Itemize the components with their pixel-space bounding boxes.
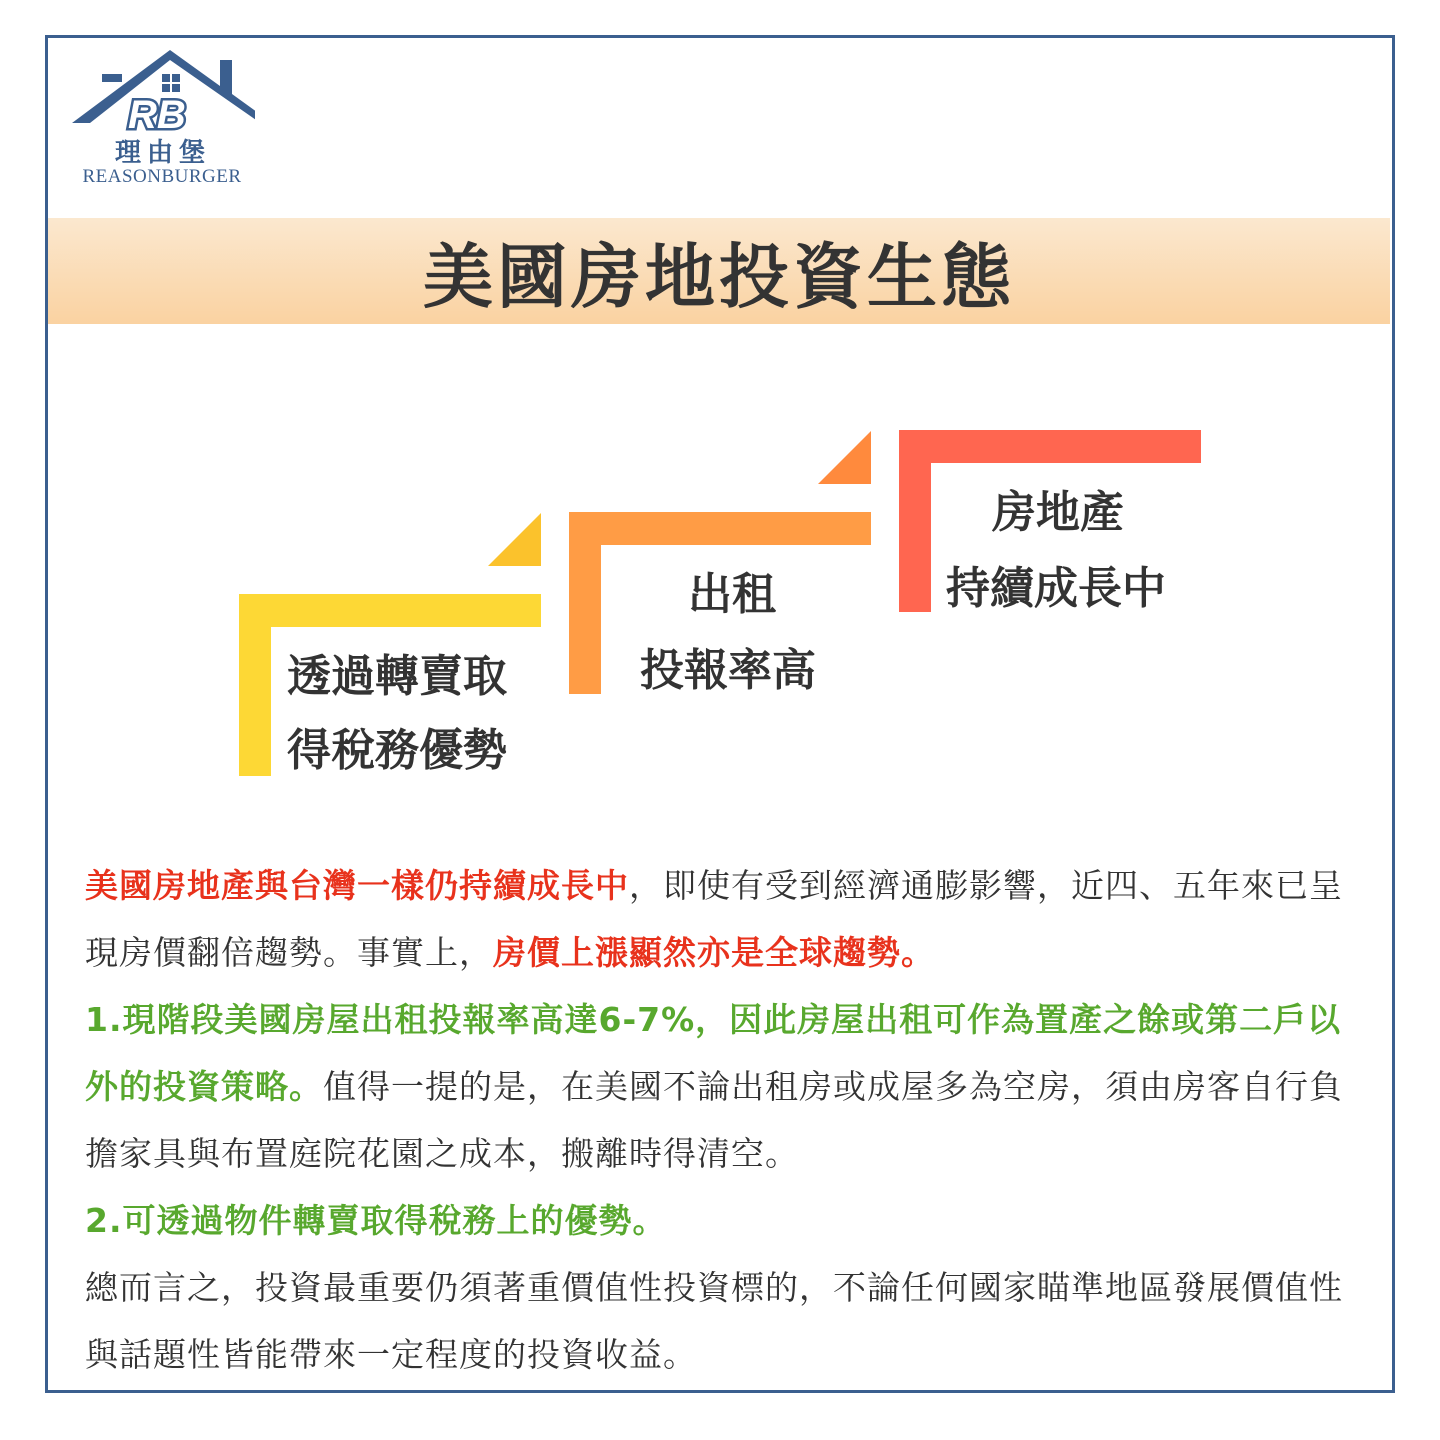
point-1-rental: 1.現階段美國房屋出租投報率高達6-7%，因此房屋出租可作為置產之餘或第二戶以外的投資策略。 [85,1000,1342,1106]
logo-letters: RB [128,93,186,137]
step-3-line-1: 房地產 [992,487,1124,538]
step-2-bar-top [569,512,871,545]
summary-text: 總而言之，投資最重要仍須著重價值性投資標的，不論任何國家瞄準地區發展價值性與話題性皆能帶來一定程度的投資收益。 [85,1268,1343,1374]
step-3-line-2: 持續成長中 [946,563,1166,614]
step-1-arrow-icon [488,513,541,566]
brand-name-en: REASONBURGER [82,166,242,187]
house-logo-icon [70,48,255,138]
title-banner [48,218,1390,324]
step-3-bar-top [899,430,1201,463]
brand-name-cn: 理由堡 [114,138,211,168]
step-2-line-1: 出租 [688,569,776,620]
brand-logo [70,48,255,188]
step-1-bar-top [239,594,541,627]
highlight-global-trend: 房價上漲顯然亦是全球趨勢。 [493,933,935,972]
step-1-bar-left [239,594,271,776]
paragraph-growth [85,852,1375,986]
paragraph-rental-text: 值得一提的是，在美國不論出租房或成屋多為空房，須由房客自行負擔家具與布置庭院花園之成本，搬離時得清空。 [85,1067,1343,1173]
highlight-growth: 美國房地產與台灣一樣仍持續成長中 [85,866,629,905]
step-1-line-1: 透過轉賣取 [287,651,507,702]
paragraph-growth-text: ，即使有受到經濟通膨影響，近四、五年來已呈現房價翻倍趨勢。事實上， [85,866,1343,972]
page-title: 美國房地投資生態 [423,235,1015,318]
step-3-bar-left [899,430,931,612]
paragraph-tax [85,1187,1375,1254]
step-1-line-2: 得稅務優勢 [287,725,507,776]
point-2-tax: 2.可透過物件轉賣取得稅務上的優勢。 [85,1201,667,1240]
paragraph-rental [85,986,1375,1187]
step-2-line-2: 投報率高 [640,645,816,696]
paragraph-summary [85,1254,1375,1388]
step-2-bar-left [569,512,601,694]
step-2-arrow-icon [818,431,871,484]
